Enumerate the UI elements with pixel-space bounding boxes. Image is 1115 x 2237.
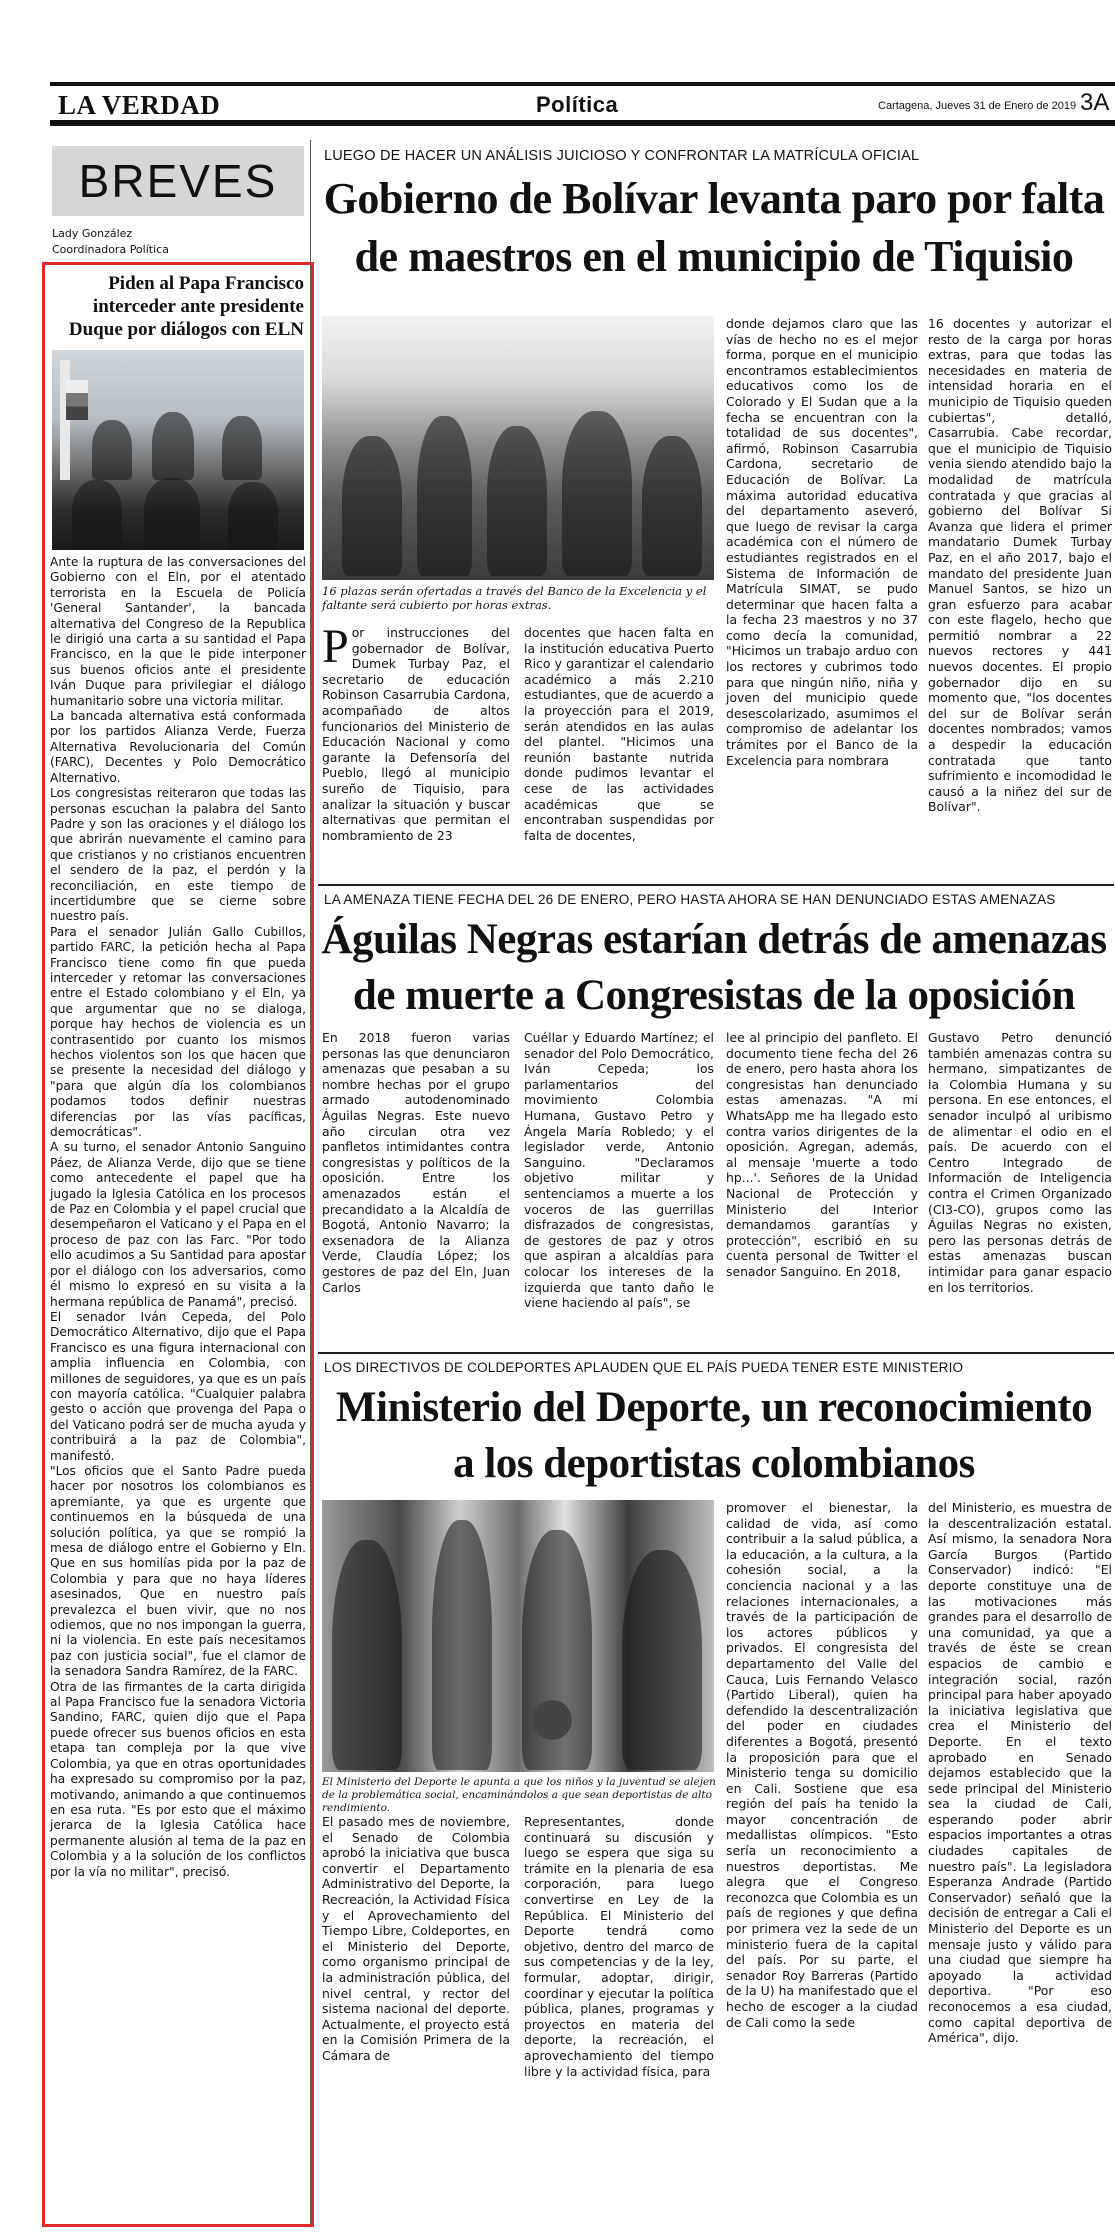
person-silhouette [144,478,200,550]
article-separator [318,1352,1114,1354]
byline [52,226,169,258]
article3-headline [316,1380,1112,1492]
brief-paragraph: Los congresistas reiteraron que todas las personas escuchan la palabra del Santo Padre y son las oraciones y el diálogo los que abrirán nuevamente el camino para que cristianos y no cristianos encuentren el sendero de la paz, el perdón y la reconciliación, en este tiempo de incertidumbre que se cierne sobre nuestro país. [50,786,306,924]
flag-icon [66,380,88,420]
article2-headline [316,912,1112,1024]
brief-paragraph: Otra de las firmantes de la carta dirigida al Papa Francisco fue la senadora Victoria Sandino, FARC, quien dijo que el Papa puede ofrecer sus buenos oficios en esta etapa tan compleja por la que vive Colombia, ya que en otras oportunidades ha expresado su compromiso por la paz, motivando, animando a que continuemos en esa ruta. "Es por esto que el máximo jerarca de la Iglesia Católica hace permanente alusión al tema de la paz en Colombia y a la solución de los conflictos por la vía no militar", precisó. [50,1679,306,1879]
article1-column-3: donde dejamos claro que las vías de hecho no es el mejor forma, porque en el municipio encontramos establecimientos educativos como los de Colorado y El Sudan que a la fecha se encuentran con la totalidad de sus docentes", afirmó, Robinson Casarrubia Cardona, secretario de Educación de Bolívar. La máxima autoridad educativa del departamento aseveró, que luego de revisar la carga académica con el número de estudiantes registrados en el Sistema de Información de Matrícula SIMAT, se pudo determinar que hacen falta a la fecha 23 maestros y no 37 como decía la comunidad, "Hicimos un trabajo arduo con los rectores y cubrimos todo para que ningún niño, niña y joven del municipio quede desescolarizado, asumimos el compromiso de adelantar los trámites por el Banco de la Excelencia para nombrara [726,316,918,768]
person-silhouette [152,412,194,480]
article1-headline-line: de maestros en el municipio de Tiquisio [354,232,1074,281]
article1-kicker: LUEGO DE HACER UN ANÁLISIS JUICIOSO Y CONFRONTAR LA MATRÍCULA OFICIAL [324,148,920,164]
byline-role: Coordinadora Política [52,243,169,256]
section-title: Política [536,92,619,117]
article2-column-1: En 2018 fueron varias personas las que denunciaron amenazas que pesaban a su nombre hechas por el grupo armado autodenominado Águilas Negras. Este nuevo año circulan otra vez panfletos intimidantes contra congresistas y políticos de la oposición. Entre los amenazados están el precandidato a la Alcaldía de Bogotá, Antonio Navarro; la exsenadora de la Alianza Verde, Claudia López; los gestores de paz del Eln, Juan Carlos [322,1030,510,1295]
breves-banner [52,146,304,216]
article2-headline-line: de muerte a Congresistas de la oposición [352,972,1076,1019]
article3-headline-line: Ministerio del Deporte, un reconocimiento [335,1384,1093,1431]
header-rule-top [50,82,1115,86]
flag-pole-icon [60,360,70,480]
article2-column-4: Gustavo Petro denunció también amenazas contra su hermano, simpatizantes de la Colombia Humana y su persona. En ese entonces, el senador inculpó al uribismo de alimentar el odio en el país. De acuerdo con el Centro Integrado de Información de Inteligencia contra el Crimen Organizado (CI3-CO), grupos como las Águilas Negras no existen, pero las personas detrás de estas amenazas buscan intimidar para ganar espacio en los territorios. [928,1030,1112,1295]
person-silhouette [562,411,632,576]
article3-column-2: Representantes, donde continuará su discusión y luego se espera que siga su trámite en la plenaria de esa corporación, para luego convertirse en Ley de la República. El Ministerio del Deporte tendrá como objetivo, dentro del marco de sus competencias y de la ley, formular, adoptar, dirigir, coordinar y ejecutar la política pública, planes, programas y proyectos en materia del deporte, la recreación, el aprovechamiento del tiempo libre y la actividad física, para [524,1814,714,2079]
article-separator [318,884,1114,886]
brief-headline: Piden al Papa Francisco interceder ante presidente Duque por diálogos con ELN [68,273,304,340]
person-silhouette [72,480,122,550]
person-silhouette [417,416,472,576]
article1-column-text: or instrucciones del gobernador de Bolívar, Dumek Turbay Paz, el secretario de educación Robinson Casarrubia Cardona, acompañado de altos funcionarios del Ministerio de Educación Nacional y como garante la Defensoría del Pueblo, llegó al municipio sureño de Tiquisio, para analizar la situación y buscar alternativas que permitan el nombramiento de 23 [322,625,510,843]
article3-caption: El Ministerio del Deporte le apunta a que los niños y la juventud se alejen de la problemática social, encaminándolos a que sean deportistas de alto rendimiento. [322,1776,716,1814]
article1-column-2: docentes que hacen falta en la institución educativa Puerto Rico y garantizar el calendario académico a más 2.210 estudiantes, que de acuerdo a la proyección para el 2019, serán atendidos en las aulas del plantel. "Hicimos una reunión bastante nutrida donde pudimos levantar el cese de las actividades académicas que se encontraban suspendidas por falta de docentes, [524,625,714,843]
article1-caption: 16 plazas serán ofertadas a través del Banco de la Excelencia y el faltante será cubierto por horas extras. [322,584,707,612]
athlete-silhouette [622,1550,702,1770]
article2-kicker: LA AMENAZA TIENE FECHA DEL 26 DE ENERO, PERO HASTA AHORA SE HAN DENUNCIADO ESTAS AMENAZAS [324,892,1056,907]
article3-column-1: El pasado mes de noviembre, el Senado de Colombia aprobó la iniciativa que busca convertir el Departamento Administrativo del Deporte, la Recreación, la Actividad Física y el Aprovechamiento del Tiempo Libre, Coldeportes, en el Ministerio del Deporte, como organismo principal de la administración pública, del nivel central, y rector del sistema nacional del deporte. Actualmente, el proyecto está en la Comisión Primera de la Cámara de [322,1814,510,2063]
athlete-silhouette [432,1520,492,1770]
brief-paragraph: Para el senador Julián Gallo Cubillos, partido FARC, la petición hecha al Papa Francisco tiene como fin que pueda interceder y retomar las conversaciones entre el Estado colombiano y el Eln, ya que argumentar que no se dialoga, porque hay hechos de violencia es un contrasentido por cuanto los mismos hechos violentos son los que hacen que se presente la necesidad del diálogo y "para que algún día los colombianos podamos todos definir nuestras diferencias por las vías pacíficas, democráticas". [50,924,306,1140]
byline-name: Lady González [52,227,133,240]
article3-kicker: LOS DIRECTIVOS DE COLDEPORTES APLAUDEN QUE EL PAÍS PUEDA TENER ESTE MINISTERIO [324,1360,964,1375]
breves-title: BREVES [78,155,278,207]
athlete-silhouette [332,1540,402,1770]
person-silhouette [222,416,262,480]
masthead: LA VERDAD [58,90,221,120]
article1-column-1 [322,620,510,843]
page-number: 3A [1080,89,1110,116]
article3-headline-line: a los deportistas colombianos [453,1440,975,1487]
article3-column-3: promover el bienestar, la calidad de vida, así como contribuir a la salud pública, a la educación, a la cultura, a la cohesión social, a la conciencia nacional y a las relaciones internacionales, a través de la participación de los actores públicos y privados. El congresista del departamento del Valle del Cauca, Luis Fernando Velasco (Partido Liberal), quien ha defendido la descentralización del poder en ciudades diferentes a Bogotá, presentó la proposición para que el Ministerio tenga su domicilio en Cali. Sostiene que esa región del país ha tenido la mayor concentración de medallistas olímpicos. "Esto sería un reconocimiento a nuestros deportistas. Me alegra que el Congreso reconozca que Colombia es un país de regiones y que defina por primera vez la sede de un ministerio fuera de la capital del país. Por su parte, el senador Roy Barreras (Partido de la U) ha manifestado que el hecho de escoger a la ciudad de Cali como la sede [726,1500,918,2030]
brief-paragraph: "Los oficios que el Santo Padre pueda hacer por nosotros los colombianos es apremiante, ya que es urgente que continuemos en la búsqueda de una solución política, ya que se rompió la mesa de diálogo entre el Gobierno y Eln. Que en sus homilías pida por la paz de Colombia y para que no haya líderes asesinados, Que en nuestro país prevalezca el buen vivir, que no nos odiemos, que no nos impongan la guerra, ni la violencia. En este país necesitamos paz con justicia social", fue el clamor de la senadora Sandra Ramírez, de la FARC. [50,1463,306,1679]
brief-body [50,555,306,1880]
person-silhouette [487,426,547,576]
article2-column-2: Cuéllar y Eduardo Martínez; el senador del Polo Democrático, Iván Cepeda; los parlamentarios del movimiento Colombia Humana, Gustavo Petro y Ángela María Robledo; y el legislador verde, Antonio Sanguino. "Declaramos objetivo militar y sentenciamos a muerte a los voceros de las guerrillas disfrazados de congresistas, de gestores de paz y otros que aspiran a alcaldías para colocar los intereses de la izquierda que tanto daño le viene haciendo al país", se [524,1030,714,1311]
article3-column-4: del Ministerio, es muestra de la descentralización estatal. Así mismo, la senadora Nora García Burgos (Partido Conservador) indicó: "El deporte constituye una de las motivaciones más grandes para el desarrollo de una comunidad, ya que a través de éste se crean espacios de cambio e integración social, razón principal para haber apoyado la iniciativa legislativa que crea el Ministerio del Deporte. En el texto aprobado en Senado dejamos establecido que la sede principal del Ministerio sea la ciudad de Cali, esperando poder abrir espacios importantes a otras ciudades capitales de nuestro país". La legisladora Esperanza Andrade (Partido Conservador) señaló que la decisión de entregar a Cali el Ministerio del Deporte es un mensaje justo y válido para una ciudad que siempre ha apoyado la actividad deportiva. "Por eso reconocemos a esa ciudad, como capital deportiva de América", dijo. [928,1500,1112,2046]
person-silhouette [642,436,702,576]
article1-dropcap: P [322,620,349,673]
article2-headline-line: Águilas Negras estarían detrás de amenazas [321,916,1107,963]
article1-headline-line: Gobierno de Bolívar levanta paro por falta [323,174,1105,223]
dateline: Cartagena, Jueves 31 de Enero de 2019 [878,100,1077,112]
person-silhouette [342,436,402,576]
article1-headline [316,170,1112,286]
brief-paragraph: A su turno, el senador Antonio Sanguino Páez, de Alianza Verde, dijo que se tiene como antecedente el papel que ha jugado la Iglesia Católica en los procesos de Paz en Colombia y el papel crucial que desempeñaron el Vaticano y el Papa en el proceso de paz con las Farc. "Por todo ello acudimos a Su Santidad para apostar por el diálogo con los adversarios, como él mismo lo expresó en su visita a la hermana república de Panamá", precisó. [50,1140,306,1309]
header-rule-bottom [50,120,1115,126]
brief-paragraph: El senador Iván Cepeda, del Polo Democrático Alternativo, dijo que el Papa Francisco es una figura internacional con amplia influencia en Colombia, con millones de seguidores, ya que es un país con mayoría católica. "Cualquier palabra gesto o acción que provenga del Papa o del Vaticano podrá ser de mucha ayuda y contribuirá a la paz de Colombia", manifestó. [50,1309,306,1463]
brief-paragraph: La bancada alternativa está conformada por los partidos Alianza Verde, Fuerza Alternativa Revolucionaria del Común (FARC), Decentes y Polo Democrático Alternativo. [50,709,306,785]
person-silhouette [228,482,278,550]
article1-column-4: 16 docentes y autorizar el resto de la carga por horas extras, para que todas las necesidades en materia de intensidad horaria en el municipio de Tiquisio queden cubiertas", detalló, Casarrubia. Cabe recordar, que el municipio de Tiquisio venia siendo atendido bajo la modalidad de matrícula contratada y que gracias al gobierno del Bolívar Si Avanza que lidera el primer mandatario Dumek Turbay Paz, en el año 2017, bajo el mandato del presidente Juan Manuel Santos, se hizo un gran esfuerzo para acabar con este flagelo, hecho que permitió nombrar a 22 nuevos rectores y 441 nuevos docentes. El propio gobernador dijo en su momento que, "los docentes del sur de Bolívar serán docentes nombrados; vamos a despedir la educación contratada que tanto sufrimiento e incomodidad le causó a la niñez del sur de Bolívar". [928,316,1112,815]
brief-photo-press-conference [52,350,304,550]
article1-photo-community-meeting [322,316,714,580]
article2-column-3: lee al principio del panfleto. El documento tiene fecha del 26 de enero, pero hasta ahora los congresistas han denunciado estas amenazas. "A mi WhatsApp me ha llegado esto contra varios dirigentes de la oposición. Agregan, además, al mensaje 'muerte a todo hp...'. Señores de la Unidad Nacional de Protección y Ministerio del Interior demandamos garantías y protección", escribió en su cuenta personal de Twitter el senador Sanguino. En 2018, [726,1030,918,1279]
article3-photo-athletes-collage [322,1500,714,1772]
ball-icon [532,1700,572,1740]
person-silhouette [92,420,132,480]
brief-paragraph: Ante la ruptura de las conversaciones del Gobierno con el Eln, por el atentado terrorista en la Escuela de Policía 'General Santander', la bancada alternativa del Congreso de la Republica le dirigió una carta a su santidad el Papa Francisco, en la que le pide interponer sus buenos oficios ante el presidente Iván Duque para privilegiar el diálogo humanitario sobre una victoria militar. [50,555,306,708]
